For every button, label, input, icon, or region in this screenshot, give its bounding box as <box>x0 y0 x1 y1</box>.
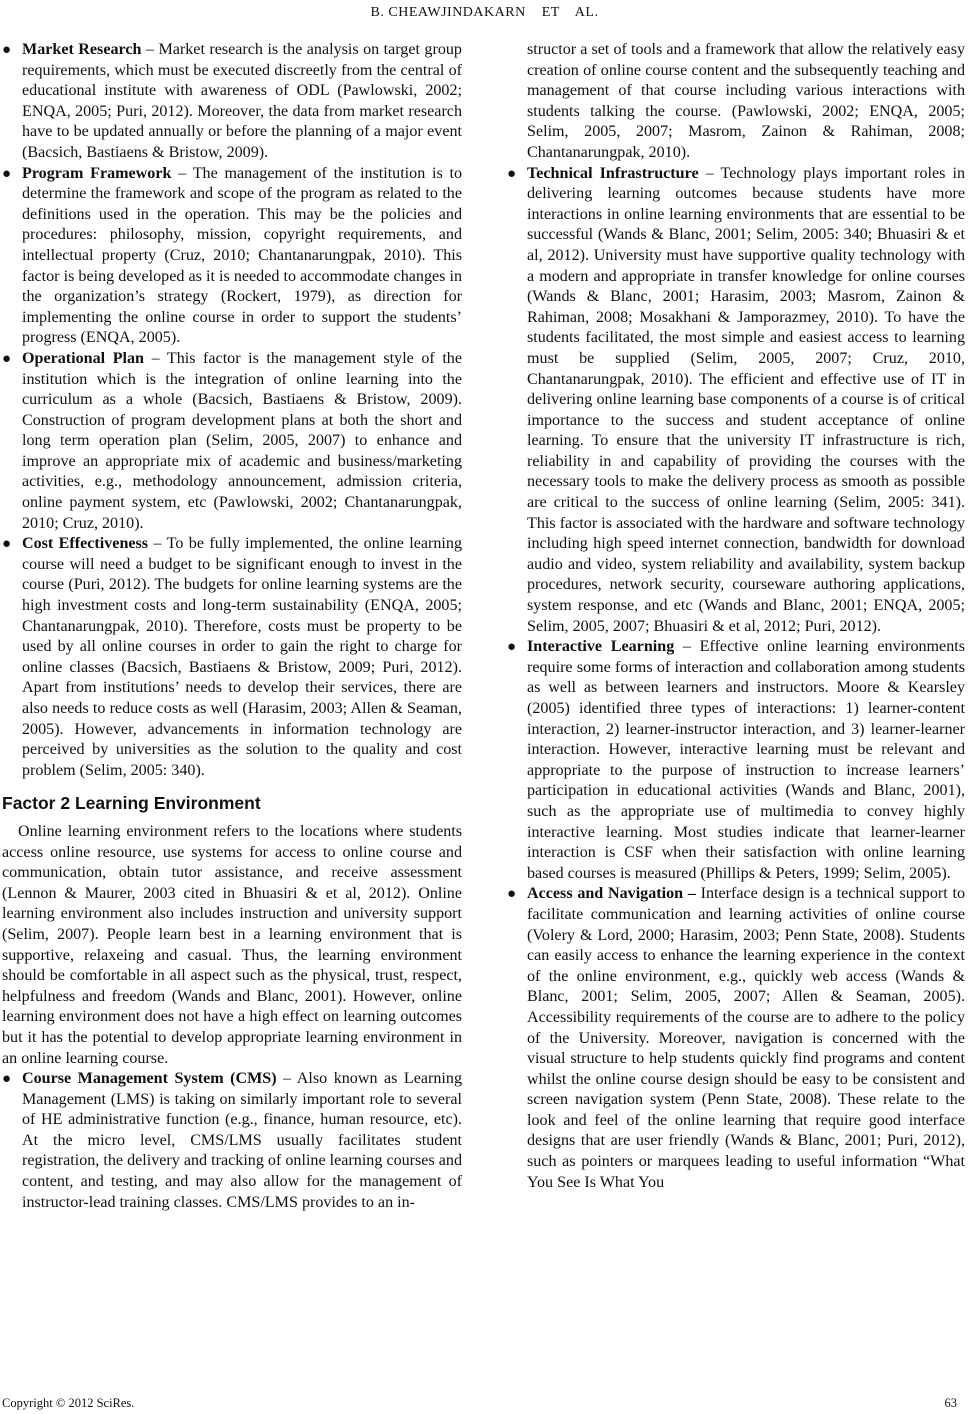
continuation-text: structor a set of tools and a framework that allow the relatively easy creation of online course content and the subsequently teaching and management of that course including various interactions with students talking the course. (Pawlowski, 2002; ENQA, 2005; Selim, 2005, 2007; Masrom, Zainon & Rahiman, 2008; Chantanarungpak, 2010). <box>527 41 965 161</box>
bullet-title: Technical Infrastructure <box>527 164 699 182</box>
bullet-text: Interface design is a technical support to facilitate communication and learning activities of online course (Volery & Lord, 2000; Harasim, 2003; Penn State, 2008). Students can easily access to enhance the learning experience in the context of the online environment, e.g., quickly web access (Wands & Blanc, 2001; Selim, 2005, 2007; Allen & Seaman, 2005). Accessibility requirements of the course are to adhere to the policy of the University. Moreover, navigation is concerned with the visual structure to help students quickly find programs and content whilst the online course design should be easy to be consistent and screen navigation system (Penn State, 2008). These relate to the look and feel of the online learning that require good interface designs that are user friendly (Wands & Blanc, 2001; Puri, 2012), such as pointers or marquees leading to useful information “What You See Is What You <box>527 885 965 1191</box>
bullet-text: – This factor is the management style of the institution which is the integration of online learning into the curriculum as a whole (Bacsich, Bastiaens & Bristow, 2009). Construction of program development plans at both the short and long term operation plan (Selim, 2005, 2007) to enhance and improve an appropriate mix of academic and business/marketing activities, e.g., methodology announcement, admission criteria, online payment system, etc (Pawlowski, 2002; Chantanarungpak, 2010; Cruz, 2010). <box>22 349 462 532</box>
page-number: 63 <box>944 1396 957 1410</box>
bullet-dot: ● <box>2 536 12 553</box>
running-header: B. CHEAWJINDAKARN ET AL. <box>370 5 599 20</box>
bullet-text: – Technology plays important roles in delivering learning outcomes because students have more interactions in online learning environments that are essential to be successful (Wands & Blanc, 2001; Selim, 2005: 340; Bhuasiri & et al, 2012). University must have supportive quality technology with a modern and appropriate in transfer knowledge for online courses (Wands & Blanc, 2001; Harasim, 2003; Masrom, Zainon & Rahiman, 2008; Mosakhani & Jamporazmey, 2010). To have the students facilitated, the most simple and easiest access to learning must be supplied (Selim, 2005, 2007; Cruz, 2010, Chantanarungpak, 2010). The efficient and effective use of IT in delivering online learning base components of a course is of critical importance to the success and student acceptance of online learning. To ensure that the university IT infrastructure is rich, reliability in and capability of providing the courses with the necessary tools to make the delivery process as smooth as possible are critical to the success of online learning (Selim, 2005: 341). This factor is associated with the hardware and software technology including high speed internet connection, bandwidth for download audio and video, system reliability and availability, system backup procedures, network security, courseware authoring applications, system response, and etc (Wands and Blanc, 2001; ENQA, 2005; Selim, 2005, 2007; Bhuasiri & et al, 2012; Puri, 2012). <box>527 164 965 635</box>
bullet-interactive-learning <box>507 637 965 884</box>
bullet-title: Operational Plan <box>22 349 145 367</box>
bullet-course-management-system <box>2 1069 462 1213</box>
bullet-access-navigation <box>507 884 965 1193</box>
bullet-dot: ● <box>507 886 517 903</box>
bullet-title: Cost Effectiveness <box>22 535 149 553</box>
bullet-dot: ● <box>507 639 517 656</box>
bullet-dot: ● <box>2 42 12 58</box>
bullet-market-research <box>2 40 462 164</box>
bullet-continuation <box>507 40 965 164</box>
bullet-dot: ● <box>2 1071 12 1088</box>
bullet-operational-plan <box>2 349 462 534</box>
bullet-title: Program Framework <box>22 164 172 182</box>
bullet-text: – To be fully implemented, the online learning course will need a budget to be significant enough to invest in the course (Puri, 2012). The budgets for online learning systems are the high investment costs and long-term sustainability (ENQA, 2005; Chantanarungpak, 2010). Therefore, costs must be property to be used by all online courses in order to gain the right to charge for online classes (Bacsich, Bastiaens & Bristow, 2009; Puri, 2012). Apart from institutions’ needs to develop their services, there are also needs to reduce costs as well (Harasim, 2003; Allen & Seaman, 2005). However, advancements in information technology are perceived by universities as the solution to the quality and cost problem (Selim, 2005: 340). <box>22 535 462 779</box>
bullet-text: – Also known as Learning Management (LMS) is taking on similarly important role to several of HE administrative function (e.g., finance, human resource, etc). At the micro level, CMS/LMS usually facilitates student registration, the delivery and tracking of online learning courses and content, and testing, and may also allow for the management of instructor-lead training classes. CMS/LMS provides to an in- <box>22 1070 462 1211</box>
footer-copyright: Copyright © 2012 SciRes. <box>2 1396 135 1410</box>
bullet-text: – The management of the institution is to determine the framework and scope of the program as related to the definitions used in the operation. This may be the policies and procedures: philosophy, mission, copyright requirements, and intellectual property (Cruz, 2010; Chantanarungpak, 2010). This factor is being developed as it is needed to accommodate changes in the organization’s strategy (Rockert, 1979), as direction for implementing the online course in order to support the students’ progress (ENQA, 2005). <box>22 164 462 347</box>
right-column <box>507 40 965 1366</box>
left-column <box>2 40 462 1366</box>
bullet-dot: ● <box>2 350 12 367</box>
bullet-cost-effectiveness <box>2 534 462 781</box>
bullet-text: – Market research is the analysis on target group requirements, which must be executed discreetly from the central of educational institute with awareness of ODL (Pawlowski, 2002; ENQA, 2005; Puri, 2012). Moreover, the data from market research have to be updated annually or before the planning of a major event (Bacsich, Bastiaens & Bristow, 2009). <box>22 41 462 161</box>
bullet-dot: ● <box>507 165 517 182</box>
bullet-title: Market Research <box>22 41 142 58</box>
bullet-program-framework <box>2 164 462 349</box>
bullet-dot: ● <box>2 165 12 182</box>
bullet-text: – Effective online learning environments require some forms of interaction and collaboration among students as well as between learners and instructors. Moore & Kearsley (2005) identified three types of interactions: 1) learner-content interaction, 2) learner-instructor interaction, and 3) learner-learner interaction. However, interactive learning must be relevant and appropriate to the purpose of instruction to increase learners’ participation in educational activities (Wands and Blanc, 2001), such as the appropriate use of multimedia to convey highly interactive learning. Most studies indicate that learner-learner interaction is CSF when their satisfaction with online learning based courses is measured (Phillips & Peters, 1999; Selim, 2005). <box>527 638 965 882</box>
bullet-title: Course Management System (CMS) <box>22 1070 277 1088</box>
bullet-title: Interactive Learning <box>527 638 675 656</box>
bullet-technical-infrastructure <box>507 164 965 638</box>
section-heading: Factor 2 Learning Environment <box>2 793 261 814</box>
body-paragraph: Online learning environment refers to the locations where students access online resource, use systems for access to online course and communication, obtain tutor assistance, and receive assessment (Lennon & Maurer, 2003 cited in Bhuasiri & et al, 2012). Online learning environment also includes instruction and university support (Selim, 2007). People learn best in a learning environment that is supportive, relaxeing and casual. Thus, the learning environment should be comfortable in all aspect such as the physical, trust, respect, helpfulness and freedom (Wands and Blanc, 2001). However, online learning environment does not have a high effect on learning outcomes but it has the potential to develop appropriate learning environment in an online learning course. <box>2 822 462 1067</box>
bullet-title: Access and Navigation – <box>527 885 696 903</box>
